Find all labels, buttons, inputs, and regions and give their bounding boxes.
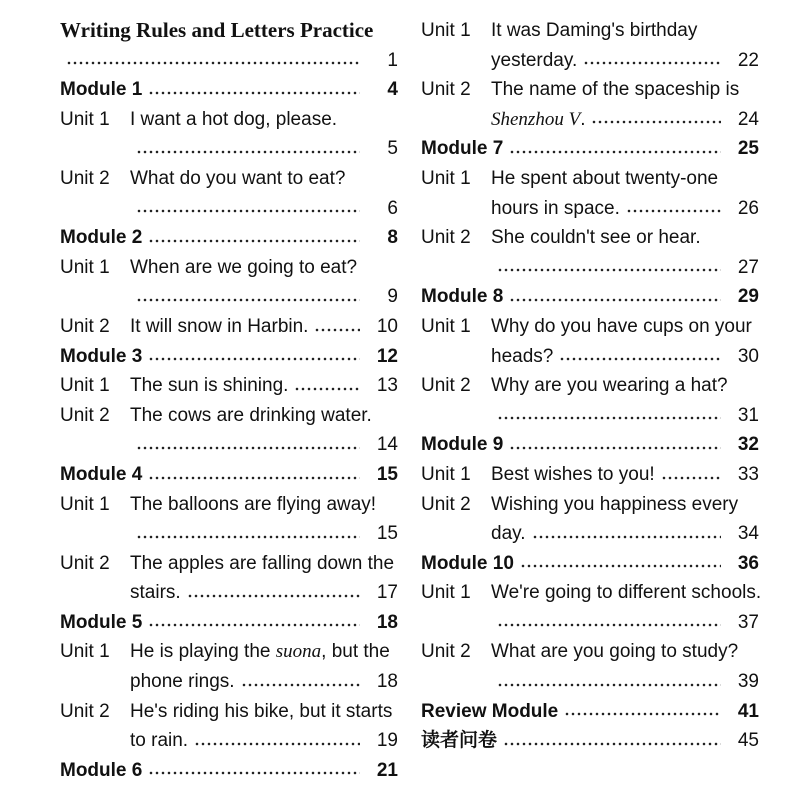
- unit-title-continued: [491, 105, 585, 135]
- unit-title-part: He is playing the: [130, 641, 276, 663]
- toc-entry-m5-unit-1[interactable]: [60, 637, 398, 667]
- dot-leader: [294, 387, 360, 391]
- module-title: Review Module: [421, 700, 559, 722]
- page-number: 31: [737, 404, 759, 426]
- unit-label: Unit 2: [421, 493, 471, 515]
- unit-label: Unit 1: [60, 108, 110, 130]
- toc-entry-module-4[interactable]: [60, 460, 398, 490]
- unit-title: The balloons are flying away!: [130, 493, 377, 515]
- unit-label: Unit 2: [421, 375, 471, 397]
- unit-label: Unit 2: [60, 700, 110, 722]
- unit-title: What are you going to study?: [491, 641, 739, 663]
- toc-entry-m4-unit-1[interactable]: [60, 490, 398, 520]
- unit-label: Unit 1: [421, 20, 471, 41]
- toc-entry-m2-unit-1[interactable]: [60, 253, 398, 283]
- dot-leader: [564, 712, 721, 716]
- toc-entry-module-8[interactable]: [421, 282, 759, 312]
- toc-entry-m10-unit-2[interactable]: [421, 637, 759, 667]
- module-title: Module 9: [421, 434, 504, 456]
- dot-leader: [559, 357, 721, 361]
- dot-leader: [509, 446, 721, 450]
- toc-entry-writing-rules[interactable]: [60, 16, 398, 46]
- dot-leader: [497, 623, 721, 627]
- dot-leader: [136, 535, 360, 539]
- unit-title-continued: heads?: [491, 345, 554, 367]
- unit-title-continued: to rain.: [130, 730, 189, 752]
- toc-entry-m6-unit-1[interactable]: [421, 16, 759, 46]
- toc-entry-m8-unit-2[interactable]: [421, 371, 759, 401]
- dot-leader: [136, 209, 360, 213]
- dot-leader: [583, 61, 721, 65]
- dot-leader: [194, 742, 360, 746]
- unit-title: The name of the spaceship is: [491, 79, 740, 101]
- unit-title: Why do you have cups on your: [491, 315, 752, 337]
- module-title: Module 4: [60, 463, 143, 485]
- page-number: 18: [376, 611, 398, 633]
- dot-leader: [148, 476, 360, 480]
- module-title: Module 5: [60, 611, 143, 633]
- toc-entry-module-7[interactable]: [421, 134, 759, 164]
- toc-entry-m5-unit-2[interactable]: [60, 697, 398, 727]
- page-number: 17: [376, 582, 398, 604]
- toc-entry-m2-unit-2[interactable]: [60, 312, 398, 342]
- unit-label: Unit 2: [421, 79, 471, 101]
- unit-title: The sun is shining.: [130, 375, 289, 397]
- page-number: 32: [737, 434, 759, 456]
- page-number: 33: [737, 463, 759, 485]
- dot-leader: [136, 150, 360, 154]
- unit-title-continued: hours in space.: [491, 197, 620, 219]
- dot-leader: [136, 446, 360, 450]
- unit-title: What do you want to eat?: [130, 167, 346, 189]
- unit-title: The cows are drinking water.: [130, 404, 372, 426]
- unit-label: Unit 1: [60, 375, 110, 397]
- page-number: 15: [376, 463, 398, 485]
- toc-entry-m7-unit-2[interactable]: [421, 223, 759, 253]
- page-number: 18: [376, 671, 398, 693]
- dot-leader: [497, 683, 721, 687]
- module-title: Module 6: [60, 759, 143, 781]
- page-number: 15: [376, 523, 398, 545]
- dot-leader: [509, 150, 721, 154]
- page-number: 24: [737, 108, 759, 130]
- page-number: 25: [737, 138, 759, 160]
- toc-entry-m3-unit-1[interactable]: [60, 371, 398, 401]
- dot-leader: [497, 268, 721, 272]
- unit-title: Best wishes to you!: [491, 463, 655, 485]
- toc-entry-module-10[interactable]: [421, 549, 759, 579]
- page-number: 8: [387, 227, 398, 249]
- dot-leader: [532, 535, 721, 539]
- toc-entry-m9-unit-2[interactable]: [421, 490, 759, 520]
- module-title: Module 7: [421, 138, 504, 160]
- toc-left-column: [60, 16, 398, 785]
- toc-entry-m1-unit-1[interactable]: [60, 105, 398, 135]
- unit-title-continued: yesterday.: [491, 49, 578, 71]
- unit-title: [130, 637, 390, 667]
- unit-title-continued: day.: [491, 523, 526, 545]
- dot-leader: [148, 623, 360, 627]
- unit-label: Unit 2: [60, 552, 110, 574]
- unit-label: Unit 1: [60, 493, 110, 515]
- page-number: 22: [737, 49, 759, 71]
- toc-entry-module-5[interactable]: [60, 608, 398, 638]
- page-number: 13: [376, 375, 398, 397]
- unit-title: He spent about twenty-one: [491, 167, 719, 189]
- dot-leader: [591, 120, 721, 124]
- unit-label: Unit 1: [421, 582, 471, 604]
- module-title: Module 8: [421, 286, 504, 308]
- toc-entry-m1-unit-2[interactable]: [60, 164, 398, 194]
- unit-label: Unit 1: [421, 167, 471, 189]
- dot-leader: [520, 564, 721, 568]
- module-title: Module 2: [60, 227, 143, 249]
- reader-survey-title: 读者问卷: [421, 729, 498, 752]
- unit-title: We're going to different schools.: [491, 582, 762, 604]
- unit-label: Unit 2: [60, 404, 110, 426]
- unit-title-part: .: [580, 108, 586, 130]
- page-number: 12: [376, 345, 398, 367]
- page-number: 19: [376, 730, 398, 752]
- unit-title-continued: phone rings.: [130, 671, 235, 693]
- dot-leader: [503, 742, 721, 746]
- unit-title: It will snow in Harbin.: [130, 315, 309, 337]
- dot-leader: [241, 683, 360, 687]
- page-number: 26: [737, 197, 759, 219]
- page-number: 21: [376, 759, 398, 781]
- page-number: 37: [737, 611, 759, 633]
- page-number: 9: [387, 286, 398, 308]
- writing-rules-title: Writing Rules and Letters Practice: [60, 18, 374, 42]
- module-title: Module 1: [60, 79, 143, 101]
- dot-leader: [148, 771, 360, 775]
- toc-entry-module-1[interactable]: [60, 75, 398, 105]
- toc-entry-module-3[interactable]: [60, 342, 398, 372]
- unit-title: She couldn't see or hear.: [491, 227, 701, 249]
- dot-leader: [148, 91, 360, 95]
- page-number: 6: [387, 197, 398, 219]
- unit-label: Unit 1: [421, 463, 471, 485]
- dot-leader: [148, 239, 360, 243]
- dot-leader: [626, 209, 721, 213]
- module-title: Module 10: [421, 552, 514, 574]
- unit-title: He's riding his bike, but it starts: [130, 700, 393, 722]
- toc-entry-m8-unit-1[interactable]: [421, 312, 759, 342]
- dot-leader: [661, 476, 721, 480]
- page-number: 30: [737, 345, 759, 367]
- toc-entry-m6-unit-2[interactable]: [421, 75, 759, 105]
- toc-entry-review-module[interactable]: [421, 697, 759, 727]
- toc-entry-module-9[interactable]: [421, 430, 759, 460]
- page-number: 14: [376, 434, 398, 456]
- toc-right-column: [421, 16, 762, 756]
- unit-title: When are we going to eat?: [130, 256, 358, 278]
- dot-leader: [66, 61, 360, 65]
- page-number: 1: [387, 49, 398, 71]
- unit-label: Unit 2: [421, 227, 471, 249]
- dot-leader: [187, 594, 360, 598]
- toc-entry-m4-unit-2[interactable]: [60, 549, 398, 579]
- unit-title: Wishing you happiness every: [491, 493, 739, 515]
- dot-leader: [148, 357, 360, 361]
- unit-title-continued: stairs.: [130, 582, 181, 604]
- page-number: 4: [387, 79, 398, 101]
- page-number: 5: [387, 138, 398, 160]
- module-title: Module 3: [60, 345, 143, 367]
- page-number: 41: [737, 700, 759, 722]
- dot-leader: [497, 416, 721, 420]
- dot-leader: [136, 298, 360, 302]
- toc-entry-m3-unit-2[interactable]: [60, 401, 398, 431]
- page-number: 10: [376, 315, 398, 337]
- page-number: 45: [737, 730, 759, 752]
- page-number: 39: [737, 671, 759, 693]
- toc-entry-m7-unit-1[interactable]: [421, 164, 759, 194]
- unit-title: Why are you wearing a hat?: [491, 375, 728, 397]
- unit-label: Unit 1: [60, 641, 110, 663]
- toc-entry-module-6[interactable]: [60, 756, 398, 786]
- toc-entry-m10-unit-1[interactable]: [421, 578, 762, 608]
- page-number: 27: [737, 256, 759, 278]
- unit-title-italic: Shenzhou V: [491, 108, 581, 130]
- unit-label: Unit 1: [60, 256, 110, 278]
- dot-leader: [314, 328, 360, 332]
- unit-label: Unit 2: [60, 167, 110, 189]
- unit-label: Unit 1: [421, 315, 471, 337]
- dot-leader: [509, 298, 721, 302]
- unit-title-part: , but the: [321, 641, 390, 663]
- unit-title-italic: suona: [275, 641, 322, 663]
- toc-entry-reader-survey[interactable]: [421, 726, 759, 756]
- unit-label: Unit 2: [60, 315, 110, 337]
- page-number: 29: [737, 286, 759, 308]
- toc-entry-m9-unit-1[interactable]: [421, 460, 759, 490]
- unit-title: The apples are falling down the: [130, 552, 395, 574]
- unit-title: It was Daming's birthday: [491, 20, 698, 41]
- unit-label: Unit 2: [421, 641, 471, 663]
- toc-entry-module-2[interactable]: [60, 223, 398, 253]
- page-number: 36: [737, 552, 759, 574]
- unit-title: I want a hot dog, please.: [130, 108, 338, 130]
- page-number: 34: [737, 523, 759, 545]
